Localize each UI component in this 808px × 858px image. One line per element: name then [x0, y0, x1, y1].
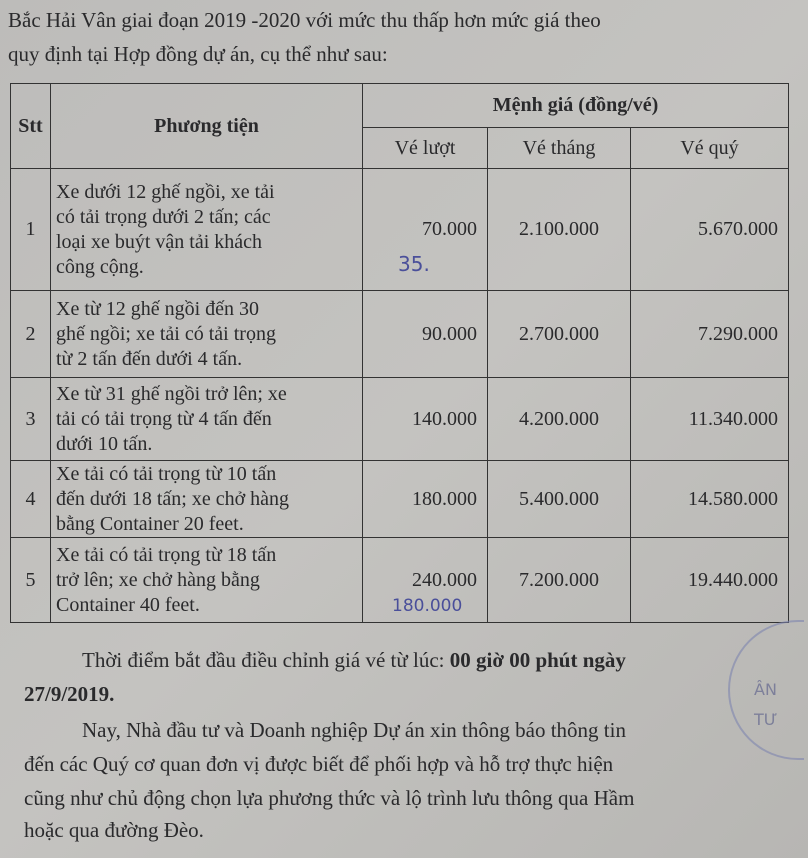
stt: 1 — [11, 169, 51, 291]
header-quarter: Vé quý — [631, 128, 789, 169]
month-price: 2.700.000 — [488, 291, 631, 378]
stamp-text: ÂN — [754, 680, 777, 699]
vehicle-line: Xe từ 31 ghế ngồi trở lên; xe — [56, 382, 287, 405]
quarter-price: 19.440.000 — [631, 538, 789, 623]
quarter-price: 7.290.000 — [631, 291, 789, 378]
vehicle-line: bằng Container 20 feet. — [56, 512, 244, 535]
month-price: 7.200.000 — [488, 538, 631, 623]
vehicle — [51, 461, 363, 538]
vehicle-line: Xe tải có tải trọng từ 10 tấn — [56, 462, 277, 485]
vehicle-line: dưới 10 tấn. — [56, 432, 153, 455]
effective-date: 27/9/2019. — [24, 682, 115, 706]
vehicle-line: Xe tải có tải trọng từ 18 tấn — [56, 543, 277, 566]
stt: 4 — [11, 461, 51, 538]
header-single: Vé lượt — [363, 128, 488, 169]
quarter-price: 5.670.000 — [631, 169, 789, 291]
effective-time — [82, 646, 626, 674]
vehicle-line: từ 2 tấn đến dưới 4 tấn. — [56, 347, 243, 370]
vehicle-line: Container 40 feet. — [56, 593, 200, 616]
handwritten-note-180000: 180.000 — [392, 596, 463, 616]
single-price: 240.000 — [363, 538, 488, 623]
stt: 3 — [11, 378, 51, 461]
vehicle — [51, 291, 363, 378]
intro-line-2: quy định tại Hợp đồng dự án, cụ thể như sau: — [8, 42, 388, 66]
header-month: Vé tháng — [488, 128, 631, 169]
closing-line-3: cũng như chủ động chọn lựa phương thức và lộ trình lưu thông qua Hầm — [24, 786, 635, 810]
closing-line-2: đến các Quý cơ quan đơn vị được biết để phối hợp và hỗ trợ thực hiện — [24, 752, 614, 776]
vehicle-line: loại xe buýt vận tải khách — [56, 230, 263, 253]
table-row — [11, 461, 789, 538]
vehicle — [51, 378, 363, 461]
header-vehicle: Phương tiện — [51, 84, 363, 169]
price-table — [10, 83, 789, 623]
header-price-group: Mệnh giá (đồng/vé) — [363, 84, 789, 128]
vehicle-line: tải có tải trọng từ 4 tấn đến — [56, 407, 272, 430]
table-row — [11, 291, 789, 378]
month-price: 4.200.000 — [488, 378, 631, 461]
table-row — [11, 378, 789, 461]
intro-line-1: Bắc Hải Vân giai đoạn 2019 -2020 với mức thu thấp hơn mức giá theo — [8, 8, 601, 32]
stt: 5 — [11, 538, 51, 623]
vehicle — [51, 169, 363, 291]
single-price: 180.000 — [363, 461, 488, 538]
vehicle-line: trở lên; xe chở hàng bằng — [56, 568, 260, 591]
closing-line-4: hoặc qua đường Đèo. — [24, 818, 204, 842]
month-price: 5.400.000 — [488, 461, 631, 538]
vehicle-line: có tải trọng dưới 2 tấn; các — [56, 205, 271, 228]
vehicle-line: đến dưới 18 tấn; xe chở hàng — [56, 487, 290, 510]
single-price: 140.000 — [363, 378, 488, 461]
stt: 2 — [11, 291, 51, 378]
quarter-price: 11.340.000 — [631, 378, 789, 461]
effective-prefix: Thời điểm bắt đầu điều chỉnh giá vé từ lúc: — [82, 648, 450, 672]
effective-time-value: 00 giờ 00 phút ngày — [449, 648, 626, 672]
vehicle-line: Xe dưới 12 ghế ngồi, xe tải — [56, 180, 275, 203]
vehicle-line: công cộng. — [56, 255, 144, 278]
vehicle-line: ghế ngồi; xe tải có tải trọng — [56, 322, 276, 345]
vehicle-line: Xe từ 12 ghế ngồi đến 30 — [56, 297, 260, 320]
single-price: 90.000 — [363, 291, 488, 378]
month-price: 2.100.000 — [488, 169, 631, 291]
single-price: 70.000 — [363, 169, 488, 291]
handwritten-note-35: 35. — [398, 252, 430, 276]
closing-line-1: Nay, Nhà đầu tư và Doanh nghiệp Dự án xin thông báo thông tin — [82, 718, 626, 742]
header-stt: Stt — [11, 84, 51, 169]
stamp-text: TƯ — [754, 710, 778, 729]
vehicle — [51, 538, 363, 623]
quarter-price: 14.580.000 — [631, 461, 789, 538]
official-stamp — [728, 620, 804, 760]
